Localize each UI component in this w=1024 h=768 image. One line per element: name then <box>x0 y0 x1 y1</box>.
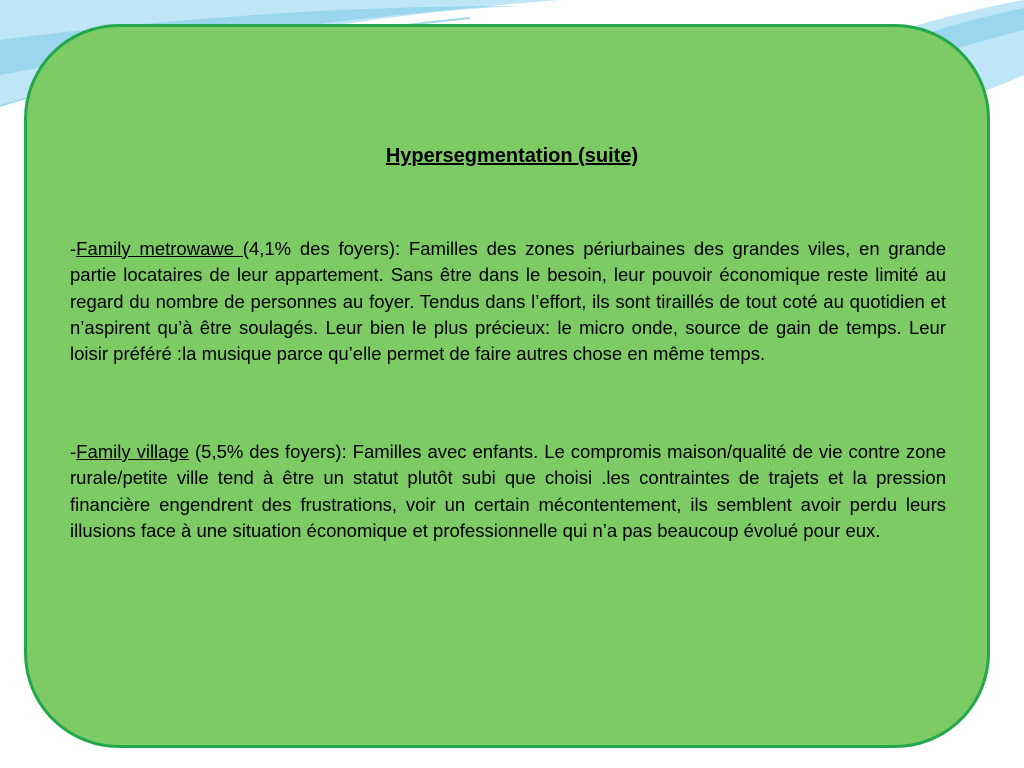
slide-title: Hypersegmentation (suite) <box>385 145 639 167</box>
description-family-village: (5,5% des foyers): Familles avec enfants. Le compromis maison/qualité de vie contre zone rurale/petite ville tend à être un statut plutôt subi que choisi .les contraintes de trajets et la pression financière engendrent des frustrations, voir un certain mécontentement, ils semblent avoir perdu leurs illusions face à une situation économique et professionnelle qui n’a pas beaucoup évolué pour eux. <box>70 441 947 541</box>
bullet-dash: - <box>70 441 77 462</box>
term-family-metrowawe: Family metrowawe <box>76 238 243 259</box>
description-family-metrowawe: (4,1% des foyers): Familles des zones périurbaines des grandes viles, en grande partie locataires de leur appartement. Sans être dans le besoin, leur pouvoir économique reste limité au regard du nombre de personnes au foyer. Tendus dans l’effort, ils sont tiraillés de tout coté au quotidien et n’aspirent qu’à être soulagés. Leur bien le plus précieux: le micro onde, source de gain de temps. Leur loisir préféré :la musique parce qu’elle permet de faire autres chose en même temps. <box>70 238 946 365</box>
content-panel <box>24 24 990 748</box>
paragraph-family-metrowawe <box>70 236 946 367</box>
term-family-village: Family village <box>76 441 190 462</box>
bullet-dash: - <box>70 238 77 259</box>
paragraph-family-village <box>70 439 946 544</box>
